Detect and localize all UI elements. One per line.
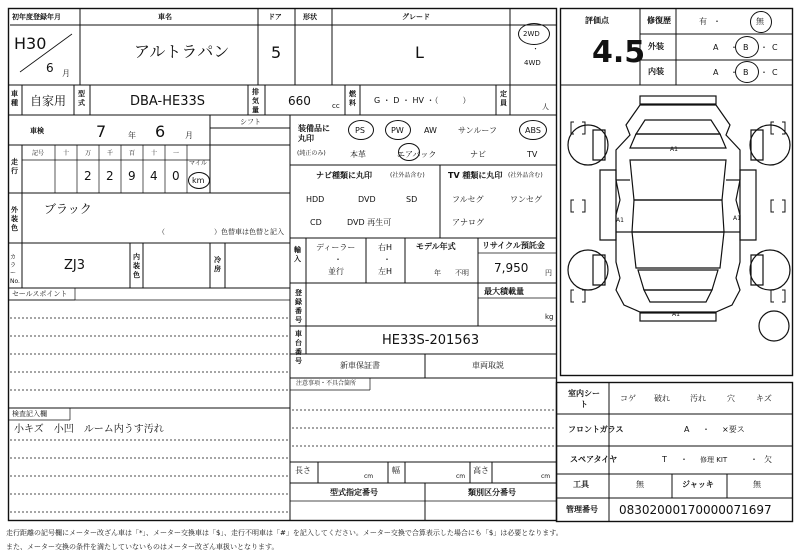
km-circle [188,172,210,189]
door-label: ドア [268,13,282,21]
digit-unit: 百 [129,150,136,157]
ext-grade-c: C [772,43,778,52]
ext-sep: ・ [760,43,768,52]
manual-doc: 車両取説 [472,361,504,370]
recycle-value: 7,950 [494,261,529,275]
spare-none: 欠 [764,455,772,464]
yen-unit: 円 [545,269,552,277]
inspection-label: 車検 [30,127,44,135]
interior-color-label: 内装色 [133,253,140,279]
width-label: 幅 [392,466,400,475]
equipment-label: 装備品に丸印 [298,124,330,143]
footnote: また、メーター交換の条件を満たしていないものはメーター改ざん車扱いとなります。 [6,543,279,551]
repair-label: 修復歴 [647,16,671,25]
mileage-digit: 0 [172,169,180,183]
windshield-sep: ・ [702,425,710,434]
mileage-label: 走行 [11,158,18,175]
exterior-value: ブラック [44,202,92,216]
digit-unit: 千 [107,150,114,157]
equip-pw-circle [385,120,411,140]
equipment-sub: (純正のみ) [297,150,326,157]
int-label: 内装 [648,67,664,76]
first-reg-month-unit: 月 [62,69,70,78]
damage-mark: A1 [616,217,624,224]
int-sep: ・ [730,68,738,77]
height-cm: cm [541,473,551,480]
import-dealer: ディーラー [316,243,356,252]
color-no-value: ZJ3 [64,258,86,273]
navi-dvd-play: DVD 再生可 [347,218,392,227]
import-parallel: 並行 [328,267,344,276]
chassis-label: 車台番号 [295,330,302,365]
sales-point-label: セールスポイント [12,290,68,298]
footnote: 走行距離の記号欄にメーター改ざん車は「*」、メーター交換車は「$」、走行不明車は「#」を記入してください。メーター交換で合算表示した場合にも「$」は必要となります。 [6,529,563,537]
interior-seat-label: 室内シート [568,389,600,409]
equip-pw: PW [391,126,404,135]
max-load-label: 最大積載量 [484,287,524,296]
fuel-label: 燃料 [349,90,356,107]
ext-sep: ・ [730,43,738,52]
warranty-doc: 新車保証書 [340,361,380,370]
windshield-label: フロントガラス [568,425,624,434]
category-number-label: 類別区分番号 [468,488,516,497]
capacity-unit: 人 [542,103,549,111]
equip-sunroof: サンルーフ [458,126,497,135]
capacity-label: 定員 [500,90,507,107]
equip-airbag: エアバック [397,150,437,159]
import-sep: ・ [334,255,342,264]
repair-no-circle [750,11,772,33]
windshield-a: A [684,425,690,434]
inspection-month: 6 [155,122,166,141]
repair-sep: ・ [713,17,721,26]
hand-sep: ・ [383,255,391,264]
notes-label: 注意事項・不具合箇所 [296,380,357,387]
score-label: 評価点 [585,16,609,25]
jack-label: ジャッキ [682,480,714,489]
grade-label: グレード [402,13,430,21]
navi-sd: SD [406,195,418,204]
ext-label: 外装 [648,42,664,51]
left-hand: 左H [378,267,393,276]
length-label: 長さ [295,466,311,475]
seat-hole: 穴 [727,394,735,403]
car-name-label: 車名 [158,13,172,21]
spare-t: T [662,455,667,464]
digit-unit: 十 [151,150,158,157]
drive-sep: ・ [532,45,539,53]
drive-4wd: 4WD [524,59,541,67]
navi-title-sub: (社外品含む) [390,172,425,179]
recycle-label: リサイクル預託金 [482,241,545,250]
length-cm: cm [364,473,374,480]
digit-unit: 一 [173,150,180,157]
jack-value: 無 [753,480,761,489]
equip-airbag-circle [398,143,420,161]
displacement-label: 排気量 [252,88,259,114]
inspection-year: 7 [96,122,107,141]
seat-dirt: 汚れ [690,394,706,403]
int-grade-b-circle [735,61,759,83]
model-year-label: モデル年式 [416,242,456,251]
spare-label: スペアタイヤ [570,455,618,464]
repair-no: 無 [756,17,764,26]
grade-value: L [415,43,424,62]
int-sep: ・ [760,68,768,77]
windshield-needs: ×要ス [722,425,745,434]
damage-mark: A1 [733,215,741,222]
equip-abs: ABS [525,126,541,135]
tools-label: 工具 [573,480,589,489]
spare-sep: ・ [750,455,758,464]
spare-sep: ・ [680,455,688,464]
tv-title: TV 種類に丸印 [448,171,503,180]
displacement-value: 660 [288,94,311,108]
ac-label: 冷房 [214,256,221,273]
tv-analog: アナログ [452,218,484,227]
door-count: 5 [271,43,282,62]
inspection-month-unit: 月 [185,131,193,140]
registration-label: 登録番号 [295,289,302,324]
mileage-digit: 9 [128,169,136,183]
first-reg-month: 6 [46,61,54,75]
color-no-label: カラーNo. [10,254,20,285]
navi-cd: CD [310,218,322,227]
category-value: 自家用 [30,94,67,108]
damage-mark: A1 [672,311,680,318]
tv-fullseg: フルセグ [452,195,484,204]
mgmt-value: 08302000170000071697 [619,503,772,517]
mile-unit: マイル [189,160,207,167]
equip-aw: AW [424,126,437,135]
digit-unit: 万 [85,150,92,157]
color-change-note: （ ）色替車は色替と記入 [158,228,284,236]
damage-mark: A1 [670,146,678,153]
mileage-digit: 2 [84,169,92,183]
tv-title-sub: (社外品含む) [508,172,543,179]
equip-navi: ナビ [470,150,486,159]
int-grade-c: C [772,68,778,77]
kg-unit: kg [545,313,554,321]
drive-2wd-circle [518,23,550,45]
model-value: DBA-HE33S [130,94,206,109]
cc-unit: cc [332,102,340,110]
category-label: 車種 [11,90,18,107]
navi-dvd: DVD [358,195,376,204]
repair-yes: 有 [699,17,707,26]
fuel-options: G ・ D ・ HV ・（ ） [374,96,471,105]
inspection-year-unit: 年 [128,131,136,140]
first-reg-label: 初年度登録年月 [12,13,61,21]
inspector-value: 小キズ 小凹 ルーム内うす汚れ [14,424,164,435]
import-label: 輸入 [294,246,301,263]
car-name-value: アルトラパン [134,42,230,61]
ext-grade-a: A [713,43,719,52]
km-unit: km [192,176,205,185]
mileage-digit: 2 [106,169,114,183]
drive-2wd: 2WD [523,30,540,38]
seat-burn: コゲ [620,394,636,403]
shape-label: 形状 [303,13,317,21]
model-year-unknown: 不明 [455,269,469,277]
equip-ps: PS [355,126,365,135]
seat-tear: 破れ [654,394,670,403]
equip-abs-circle [519,120,547,140]
mileage-digit: 4 [150,169,158,183]
equip-ps-circle [348,120,374,140]
tv-oneseg: ワンセグ [510,195,542,204]
right-hand: 右H [378,243,393,252]
height-label: 高さ [473,466,489,475]
model-year-unit: 年 [434,269,441,277]
int-grade-a: A [713,68,719,77]
digit-unit: 十 [63,150,70,157]
mileage-sign-label: 記号 [32,150,45,157]
car-body-diagram [568,96,790,341]
model-label: 型式 [78,90,85,107]
diagram-brackets [571,122,785,302]
score-value: 4.5 [592,35,646,70]
inspector-label: 検査記入欄 [12,410,47,418]
navi-hdd: HDD [306,195,325,204]
first-reg-era: H30 [14,34,47,53]
seat-scratch: キズ [756,394,772,403]
width-cm: cm [456,473,466,480]
tools-value: 無 [636,480,644,489]
ext-grade-b-circle [735,36,759,58]
exterior-label: 外装色 [11,206,18,232]
ext-grade-b: B [743,43,749,52]
type-designation-label: 型式指定番号 [330,488,378,497]
mgmt-label: 管理番号 [566,505,598,514]
navi-title: ナビ種類に丸印 [316,171,372,180]
equip-tv: TV [527,150,538,159]
equip-leather: 本革 [350,150,366,159]
spare-kit: 修理 KIT [700,456,728,464]
shift-label: シフト [240,118,261,126]
int-grade-b: B [743,68,749,77]
chassis-value: HE33S-201563 [382,333,480,348]
